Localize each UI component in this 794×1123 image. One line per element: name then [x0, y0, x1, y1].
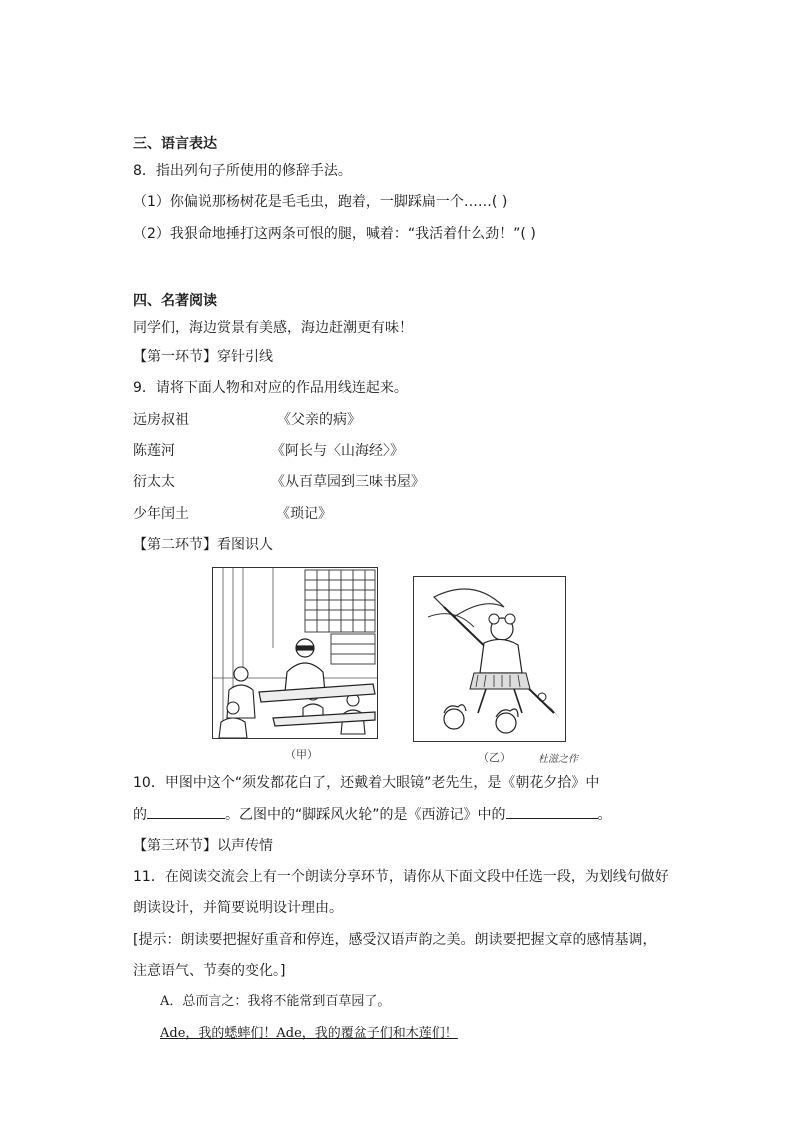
nezha-illustration [414, 577, 565, 741]
section-heading: 四、名著阅读 [133, 293, 217, 309]
question-10-text: 。 [597, 807, 612, 823]
match-work: 《父亲的病》 [277, 412, 361, 428]
question-9: 9．请将下面人物和对应的作品用线连起来。 [133, 380, 408, 396]
section-heading: 三、语言表达 [133, 136, 217, 152]
answer-blank-1[interactable] [147, 804, 225, 819]
match-work: 《阿长与〈山海经〉》 [271, 443, 404, 459]
match-person: 远房叔祖 [133, 412, 189, 428]
figure-b-nezha [413, 576, 566, 742]
question-8-item-2: （2）我狠命地捶打这两条可恨的腿，喊着：“我活着什么劲！”( ) [133, 226, 536, 242]
passage-a-underlined: Ade，我的蟋蟀们！Ade，我的覆盆子们和木莲们！ [160, 1026, 458, 1041]
hint-line-2: 注意语气、节奏的变化。] [133, 963, 286, 979]
match-person: 陈莲河 [133, 443, 175, 459]
hint-line-1: [提示：朗读要把握好重音和停连，感受汉语声韵之美。朗读要把握文章的感情基调， [133, 932, 657, 948]
figure-a-caption: （甲） [285, 748, 318, 761]
classroom-illustration [213, 568, 377, 738]
question-10-text: 。乙图中的“脚踩风火轮”的是《西游记》中的 [225, 807, 506, 823]
match-person: 衍太太 [133, 474, 175, 490]
question-8-item-1: （1）你偏说那杨树花是毛毛虫，跑着，一脚踩扁一个……( ) [133, 194, 508, 210]
artist-signature: 杜滋之作 [538, 754, 578, 765]
part-2-title: 【第二环节】看图识人 [133, 537, 273, 553]
question-11-line-1: 11．在阅读交流会上有一个朗读分享环节，请你从下面文段中任选一段，为划线句做好 [133, 869, 669, 885]
part-3-title: 【第三环节】以声传情 [133, 838, 273, 854]
match-work: 《琐记》 [276, 506, 332, 522]
question-10-line-1: 10．甲图中这个“须发都花白了，还戴着大眼镜”老先生，是《朝花夕拾》中 [133, 775, 600, 791]
question-10-line-2 [133, 804, 612, 825]
question-11-line-2: 朗读设计，并简要说明设计理由。 [133, 900, 343, 916]
part-1-title: 【第一环节】穿针引线 [133, 349, 273, 365]
passage-a-line-1: A．总而言之：我将不能常到百草园了。 [160, 994, 391, 1009]
match-person: 少年闰土 [133, 506, 189, 522]
match-work: 《从百草园到三味书屋》 [271, 474, 425, 490]
figure-b-caption: （乙） [478, 751, 511, 764]
figure-a-classroom [212, 567, 378, 739]
intro-text: 同学们，海边赏景有美感，海边赶潮更有味！ [133, 320, 413, 336]
question-10-text: 的 [133, 807, 147, 823]
question-8: 8．指出列句子所使用的修辞手法。 [133, 163, 352, 179]
answer-blank-2[interactable] [506, 804, 598, 819]
